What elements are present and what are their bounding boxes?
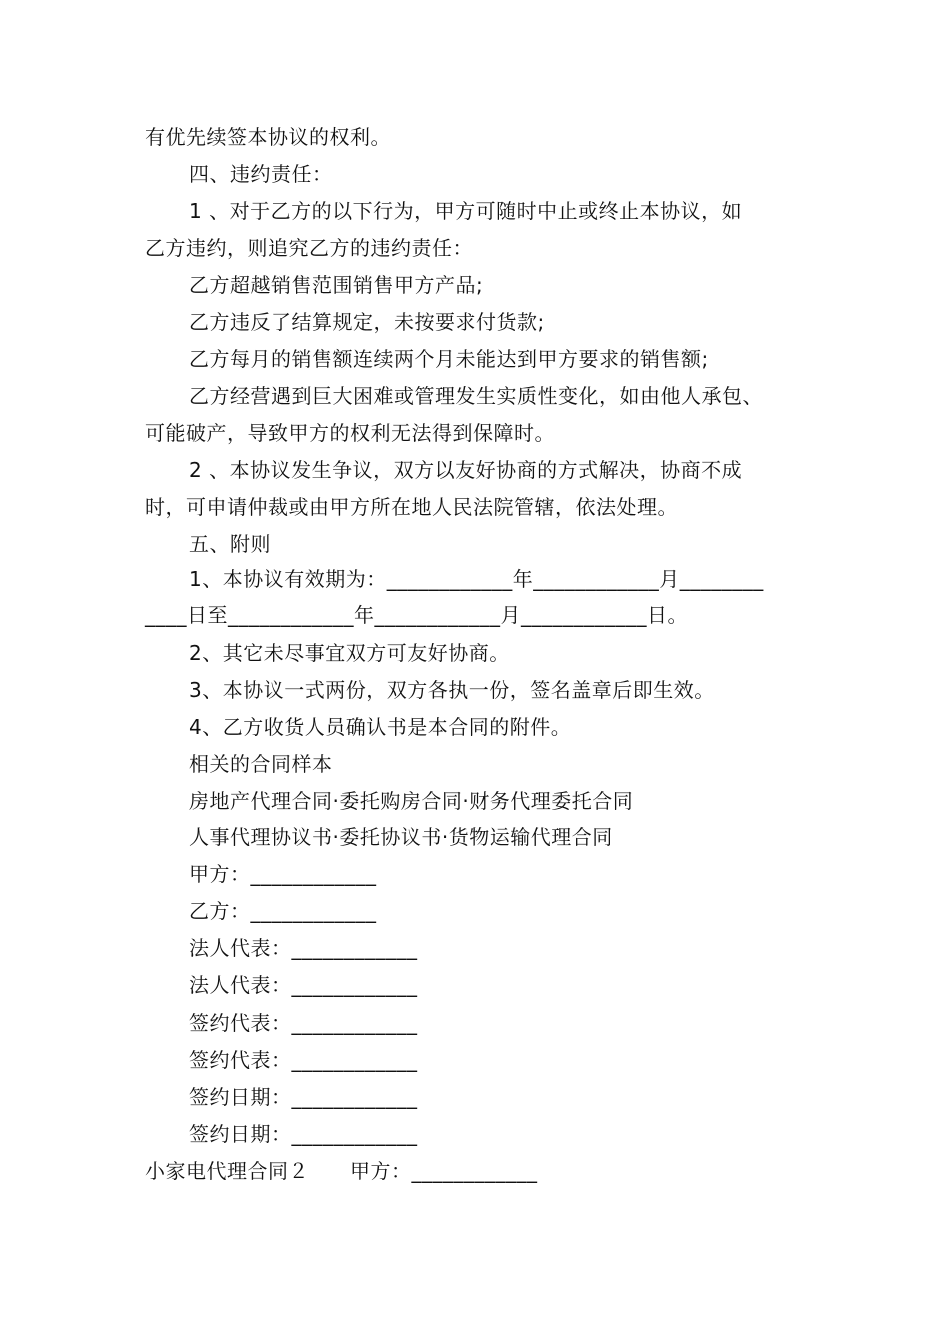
text-line: ____日至____________年____________月____________日。 [145, 603, 688, 627]
text-line: 乙方经营遇到巨大困难或管理发生实质性变化，如由他人承包、 [189, 384, 763, 408]
signature-line: 签约日期：____________ [189, 1122, 418, 1146]
text-line: 1 、对于乙方的以下行为，甲方可随时中止或终止本协议，如 [189, 199, 743, 223]
signature-line: 法人代表：____________ [189, 973, 418, 997]
text-line: 3、本协议一式两份，双方各执一份，签名盖章后即生效。 [189, 678, 715, 702]
signature-line: 签约日期：____________ [189, 1085, 418, 1109]
signature-line: 签约代表：____________ [189, 1048, 418, 1072]
text-line: 可能破产，导致甲方的权利无法得到保障时。 [145, 421, 555, 445]
text-line: 乙方违约，则追究乙方的违约责任： [145, 236, 473, 260]
text-line: 2、其它未尽事宜双方可友好协商。 [189, 641, 510, 665]
text-line: 相关的合同样本 [189, 752, 333, 776]
text-line: 1、本协议有效期为：____________年____________月________ [189, 567, 764, 591]
text-line: 时，可申请仲裁或由甲方所在地人民法院管辖，依法处理。 [145, 495, 678, 519]
text-line: 乙方超越销售范围销售甲方产品; [189, 273, 484, 297]
text-line: 房地产代理合同·委托购房合同·财务代理委托合同 [189, 789, 634, 813]
signature-line: 甲方：____________ [189, 862, 377, 886]
section-heading: 五、附则 [189, 532, 271, 556]
signature-line: 签约代表：____________ [189, 1011, 418, 1035]
section-heading: 四、违约责任： [189, 162, 333, 186]
signature-line: 乙方：____________ [189, 899, 377, 923]
text-line: 小家电代理合同２ 甲方：____________ [145, 1159, 538, 1183]
text-line: 乙方每月的销售额连续两个月未能达到甲方要求的销售额; [189, 347, 709, 371]
text-line: 2 、本协议发生争议，双方以友好协商的方式解决，协商不成 [189, 458, 743, 482]
text-line: 4、乙方收货人员确认书是本合同的附件。 [189, 715, 572, 739]
signature-line: 法人代表：____________ [189, 936, 418, 960]
text-line: 乙方违反了结算规定，未按要求付货款; [189, 310, 545, 334]
text-line: 有优先续签本协议的权利。 [145, 125, 391, 149]
text-line: 人事代理协议书·委托协议书·货物运输代理合同 [189, 825, 613, 849]
